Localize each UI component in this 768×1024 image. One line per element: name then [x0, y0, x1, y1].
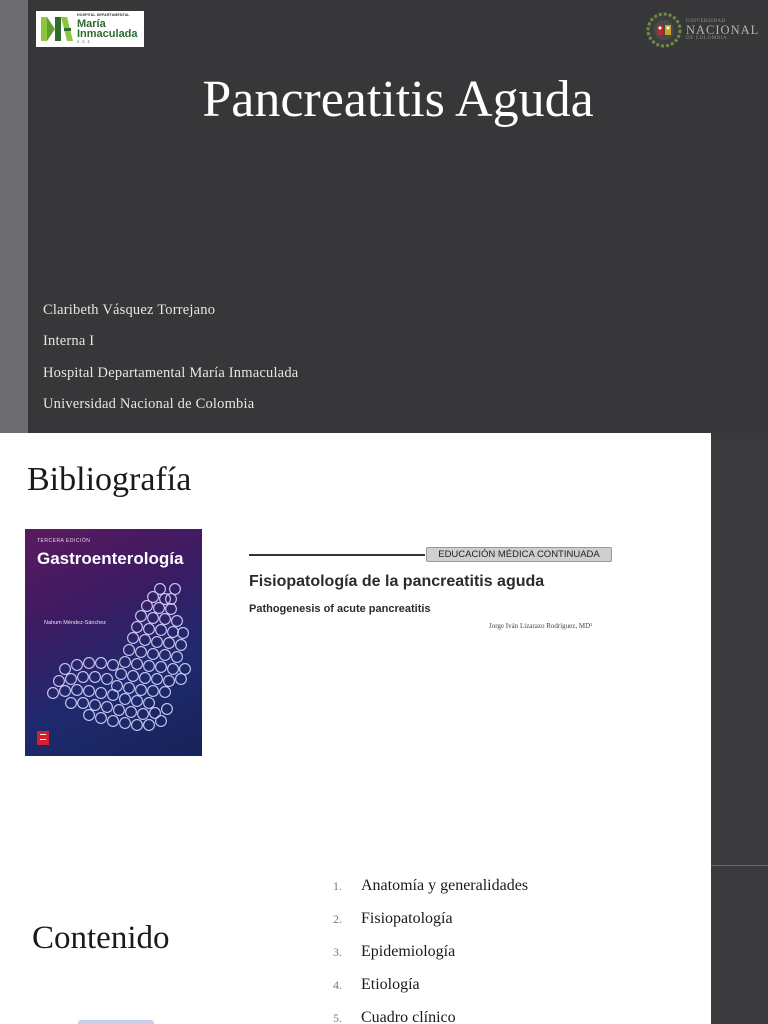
hospital-logo-text — [77, 14, 138, 44]
cell-circle — [160, 687, 171, 698]
cell-circle — [140, 635, 151, 646]
hospital-logo-line1: HOSPITAL DEPARTAMENTAL — [77, 12, 130, 17]
cell-circle — [144, 720, 155, 731]
cell-circle — [152, 637, 163, 648]
cell-circle — [54, 676, 65, 687]
cell-circle — [144, 624, 155, 635]
cell-circle — [90, 672, 101, 683]
author-name: Claribeth Vásquez Torrejano — [43, 302, 216, 318]
cell-circle — [60, 664, 71, 675]
cell-circle — [124, 683, 135, 694]
cell-circle — [168, 664, 179, 675]
cell-circle — [60, 686, 71, 697]
cell-circle — [90, 700, 101, 711]
cell-circle — [116, 669, 127, 680]
cell-circle — [132, 720, 143, 731]
slide-title: Pancreatitis Aguda — [202, 71, 594, 128]
cell-circle — [136, 647, 147, 658]
article-subtitle: Pathogenesis of acute pancreatitis — [249, 603, 431, 615]
cell-circle — [84, 658, 95, 669]
cell-circle — [166, 604, 177, 615]
cell-circle — [128, 633, 139, 644]
cell-circle — [84, 710, 95, 721]
list-item — [333, 974, 528, 1007]
cell-circle — [178, 628, 189, 639]
publisher-logo-icon — [37, 731, 49, 745]
cell-circle — [120, 718, 131, 729]
cell-circle — [148, 649, 159, 660]
cell-circle — [132, 622, 143, 633]
cell-circle — [84, 686, 95, 697]
cell-circle — [102, 674, 113, 685]
cell-circle — [160, 614, 171, 625]
list-item-number: 2. — [333, 912, 342, 926]
cell-circle — [164, 676, 175, 687]
contents-list — [333, 875, 528, 1024]
author-university: Universidad Nacional de Colombia — [43, 395, 255, 412]
cell-circle — [132, 696, 143, 707]
list-item-text: Cuadro clínico — [361, 1009, 456, 1024]
cell-circle — [180, 664, 191, 675]
cell-circle — [142, 601, 153, 612]
author-hospital: Hospital Departamental María Inmaculada — [43, 364, 299, 381]
cell-circle — [164, 638, 175, 649]
slide-thumbnail-edge — [78, 1020, 154, 1024]
cell-circle — [132, 659, 143, 670]
cell-circle — [176, 640, 187, 651]
hospital-logo-line3: Inmaculada — [77, 27, 138, 40]
cell-circle — [172, 652, 183, 663]
cell-circle — [144, 661, 155, 672]
article-author: Jorge Iván Lizarazo Rodríguez, MD¹ — [489, 622, 593, 630]
cell-circle — [160, 650, 171, 661]
cell-circle — [172, 616, 183, 627]
cell-circle — [176, 674, 187, 685]
cell-circle — [156, 716, 167, 727]
cell-circle — [48, 688, 59, 699]
author-role: Interna I — [43, 333, 95, 350]
article-title: Fisiopatología de la pancreatitis aguda — [249, 573, 545, 590]
cell-circle — [120, 694, 131, 705]
cell-circle — [108, 690, 119, 701]
book-author: Nahum Méndez-Sánchez — [44, 620, 107, 626]
author-info — [43, 300, 298, 425]
side-band — [711, 866, 768, 1024]
list-item — [333, 875, 528, 908]
cell-circle — [102, 702, 113, 713]
cell-circle — [148, 686, 159, 697]
cell-circle — [128, 671, 139, 682]
cell-circle — [78, 672, 89, 683]
hospital-logo-line4: E.S.E. — [77, 39, 93, 44]
cell-circle — [138, 709, 149, 720]
cell-circle — [126, 707, 137, 718]
cell-circle — [140, 673, 151, 684]
cell-circle — [72, 685, 83, 696]
cell-circle — [148, 613, 159, 624]
cell-circle — [166, 594, 177, 605]
list-item-text: Fisiopatología — [361, 910, 453, 927]
cell-circle — [108, 716, 119, 727]
list-item-number: 1. — [333, 879, 342, 893]
cell-circle — [154, 603, 165, 614]
list-item — [333, 1007, 528, 1024]
list-item-number: 4. — [333, 978, 342, 992]
book-cover — [25, 529, 202, 756]
university-seal-icon — [646, 12, 682, 48]
contents-slide — [0, 866, 711, 1024]
list-item-text: Anatomía y generalidades — [361, 877, 529, 894]
cell-circle — [168, 627, 179, 638]
list-item-text: Etiología — [361, 976, 420, 993]
university-logo-text — [686, 19, 759, 42]
contents-heading: Contenido — [32, 920, 170, 956]
university-logo-line3: DE COLOMBIA — [686, 36, 728, 42]
list-item — [333, 908, 528, 941]
cell-circle — [66, 698, 77, 709]
cell-circle — [144, 698, 155, 709]
side-strip — [0, 0, 28, 433]
list-item-text: Epidemiología — [361, 943, 456, 960]
list-item — [333, 941, 528, 974]
cell-circle — [72, 660, 83, 671]
cell-circle — [66, 674, 77, 685]
university-logo-line1: UNIVERSIDAD — [686, 18, 726, 24]
cell-circle — [120, 657, 131, 668]
cell-circle — [114, 705, 125, 716]
cell-circle — [96, 688, 107, 699]
article-rule — [249, 554, 425, 556]
hospital-logo — [36, 11, 144, 47]
cell-circle — [96, 713, 107, 724]
cell-circle — [124, 645, 135, 656]
cell-circle — [162, 704, 173, 715]
cell-circle — [136, 611, 147, 622]
cell-circle — [170, 584, 181, 595]
cell-circle — [136, 685, 147, 696]
hospital-logo-line2: María — [77, 17, 106, 30]
cell-circle — [150, 708, 161, 719]
university-logo — [646, 12, 758, 48]
bibliography-heading: Bibliografía — [27, 461, 192, 498]
bibliography-slide — [0, 433, 711, 866]
cell-circle — [96, 658, 107, 669]
hospital-logo-icon — [40, 14, 74, 44]
title-slide — [0, 0, 768, 433]
side-band — [711, 433, 768, 865]
book-title: Gastroenterología — [37, 549, 184, 568]
cell-circle — [152, 674, 163, 685]
list-item-number: 3. — [333, 945, 342, 959]
cell-circle — [78, 698, 89, 709]
cell-circle — [156, 625, 167, 636]
cell-circle — [108, 660, 119, 671]
article-section-label: EDUCACIÓN MÉDICA CONTINUADA — [426, 547, 612, 562]
list-item-number: 5. — [333, 1011, 342, 1024]
book-edition: TERCERA EDICIÓN — [37, 538, 91, 544]
university-logo-line2: NACIONAL — [686, 22, 760, 37]
cell-circle — [156, 662, 167, 673]
